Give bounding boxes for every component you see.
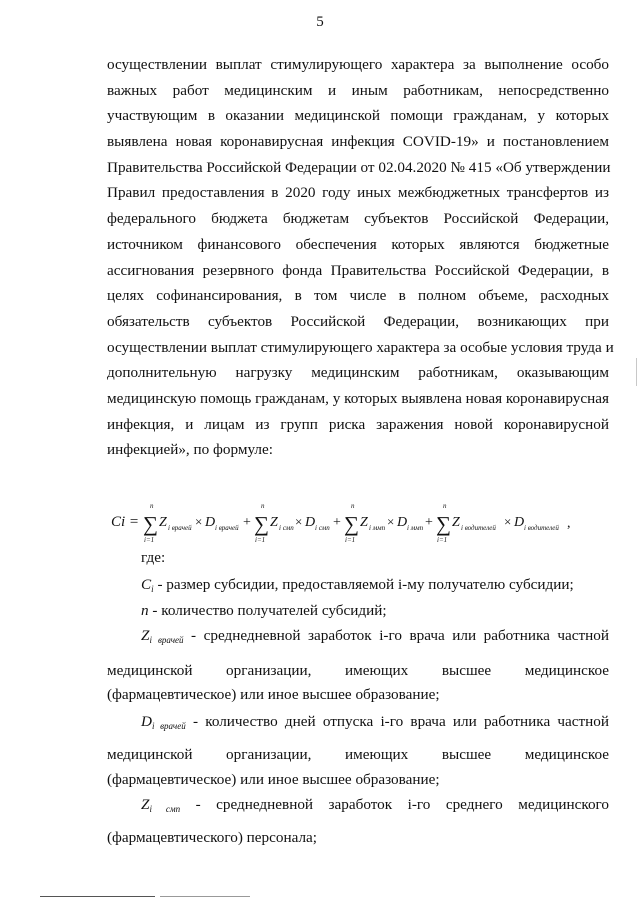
definition-item: [141, 710, 609, 738]
sum-upper: n: [443, 502, 447, 510]
paragraph-line: дополнительную нагрузку медицинским работникам, оказывающим: [107, 364, 609, 382]
definition-continuation: медицинской организации, имеющих высшее медицинское: [107, 662, 609, 679]
plus-sign: +: [425, 515, 433, 530]
sum-lower: i=1: [345, 536, 356, 544]
z-symbol: Z: [360, 515, 368, 530]
definition-subscript: i врачей: [151, 721, 186, 731]
definition-subscript: i: [151, 584, 154, 594]
formula-term-4: [436, 502, 571, 544]
paragraph-line: осуществлении выплат стимулирующего характера за выполнение особо: [107, 56, 609, 73]
definition-text: - количество получателей субсидий;: [152, 602, 387, 619]
definition-item: [141, 573, 609, 601]
z-symbol: Z: [159, 515, 167, 530]
definition-item: [141, 624, 609, 652]
formula-term-3: [344, 502, 433, 544]
subsidy-formula: [111, 500, 611, 545]
paragraph-line: участвующим в оказании медицинской помощи гражданам, у которых: [107, 107, 609, 125]
sigma-symbol: ∑: [143, 512, 158, 536]
d-subscript: i врачей: [215, 524, 239, 532]
footer-rule-secondary: [160, 896, 250, 897]
scan-edge-mark: [636, 358, 637, 386]
paragraph-line: источником финансового обеспечения которых являются бюджетные: [107, 235, 609, 253]
intro-paragraph: [107, 52, 614, 463]
times-sign: ×: [295, 514, 303, 529]
page-number: 5: [316, 14, 324, 30]
sum-upper: n: [351, 502, 355, 510]
definition-item: [141, 793, 609, 821]
formula-trailing-comma: ,: [567, 516, 571, 531]
paragraph-line: федерального бюджета бюджетам субъектов Российской Федерации,: [107, 210, 609, 228]
plus-sign: +: [243, 515, 251, 530]
definition-text: - размер субсидии, предоставляемой i-му получателю субсидии;: [157, 576, 574, 593]
z-symbol: Z: [452, 515, 460, 530]
paragraph-line: выявлена новая коронавирусная инфекция COVID-19» и постановлением: [107, 133, 609, 151]
d-symbol: D: [397, 515, 408, 530]
paragraph-line: инфекция, и лицам из групп риска заражения новой коронавирусной: [107, 415, 609, 433]
sum-upper: n: [150, 502, 154, 510]
definition-text: - среднедневной заработок i-го среднего медицинского: [195, 796, 609, 813]
d-symbol: D: [205, 515, 216, 530]
definition-text: - среднедневной заработок i-го врача или работника частной: [191, 627, 609, 644]
d-subscript: i ммп: [407, 524, 424, 532]
z-symbol: Z: [270, 515, 278, 530]
formula-lhs: Ci =: [111, 514, 140, 530]
sum-upper: n: [261, 502, 265, 510]
z-subscript: i ммп: [369, 524, 386, 532]
definition-symbol: Z: [141, 796, 150, 813]
paragraph-line: медицинскую помощь гражданам, у которых выявлена новая коронавирусная: [107, 389, 609, 407]
sigma-symbol: ∑: [436, 512, 451, 536]
definition-item: [141, 599, 609, 623]
paragraph-line: целях софинансирования, в том числе в полном объеме, расходных: [107, 287, 609, 305]
sum-lower: i=1: [437, 536, 448, 544]
d-subscript: i водителей: [524, 524, 559, 532]
paragraph-line: инфекцией», по формуле:: [107, 441, 273, 459]
where-label: где:: [141, 549, 166, 566]
definition-continuation: медицинской организации, имеющих высшее медицинское: [107, 746, 609, 763]
plus-sign: +: [333, 515, 341, 530]
sigma-symbol: ∑: [254, 512, 269, 536]
definition-continuation: (фармацевтическое) или иное высшее образование;: [107, 686, 440, 703]
paragraph-line: обязательств субъектов Российской Федерации, возникающих при: [107, 312, 609, 330]
z-subscript: i смп: [279, 524, 294, 532]
times-sign: ×: [195, 514, 203, 529]
definition-continuation: (фармацевтического) персонала;: [107, 829, 318, 846]
definition-text: - количество дней отпуска i-го врача или работника частной: [192, 713, 610, 730]
formula-term-2: [254, 502, 341, 544]
paragraph-line: важных работ медицинским и иным работникам, непосредственно: [107, 81, 609, 99]
definition-continuation: (фармацевтическое) или иное высшее образование;: [107, 771, 440, 788]
paragraph-line: ассигнования резервного фонда Правительства Российской Федерации, в: [107, 261, 609, 279]
paragraph-line: осуществлении выплат стимулирующего характера за особые условия труда и: [107, 338, 614, 356]
d-symbol: D: [514, 515, 525, 530]
d-symbol: D: [305, 515, 316, 530]
z-subscript: i водителей: [461, 524, 496, 532]
paragraph-line: Правительства Российской Федерации от 02.04.2020 № 415 «Об утверждении: [107, 158, 611, 176]
definition-symbol: n: [141, 602, 149, 619]
definition-subscript: i врачей: [149, 635, 184, 645]
definition-symbol: Z: [141, 627, 150, 644]
sigma-symbol: ∑: [344, 512, 359, 536]
definition-symbol: D: [141, 713, 152, 730]
z-subscript: i врачей: [168, 524, 192, 532]
formula-term-1: [143, 502, 251, 544]
times-sign: ×: [387, 514, 395, 529]
footer-rule: [40, 896, 155, 897]
definition-symbol: C: [141, 576, 152, 593]
d-subscript: i смп: [315, 524, 330, 532]
times-sign: ×: [504, 514, 512, 529]
paragraph-line: Правил предоставления в 2020 году иных межбюджетных трансфертов из: [107, 184, 609, 202]
sum-lower: i=1: [144, 536, 155, 544]
definition-subscript: i смп: [149, 804, 181, 814]
sum-lower: i=1: [255, 536, 266, 544]
